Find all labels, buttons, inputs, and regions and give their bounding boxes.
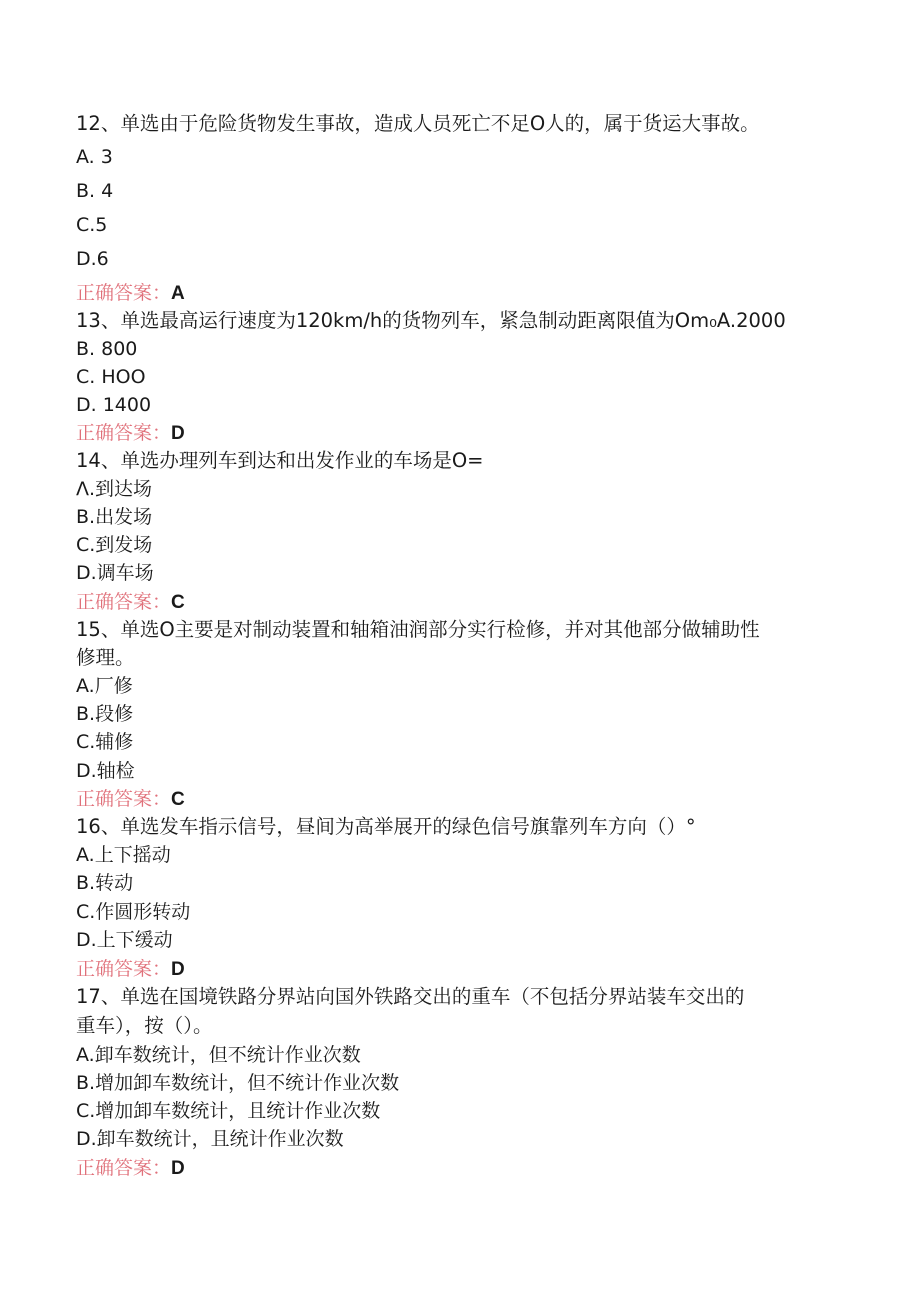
question-14-option-a: Λ.到达场 bbox=[76, 478, 153, 500]
answer-label: 正确答案： bbox=[76, 591, 172, 613]
question-14-option-b: B.出发场 bbox=[76, 506, 153, 528]
answer-label: 正确答案： bbox=[76, 282, 172, 304]
question-17-stem-line-2: 重车），按（）。 bbox=[76, 1014, 213, 1037]
question-12-option-b: B. 4 bbox=[76, 180, 114, 202]
answer-value: D bbox=[171, 1158, 185, 1179]
answer-label: 正确答案： bbox=[76, 1157, 172, 1179]
answer-value: A bbox=[171, 283, 185, 304]
question-14-option-c: C.到发场 bbox=[76, 534, 153, 556]
question-12-answer bbox=[76, 279, 185, 307]
question-14-answer bbox=[76, 588, 185, 616]
answer-label: 正确答案： bbox=[76, 788, 172, 810]
question-13-answer bbox=[76, 419, 185, 447]
question-12-option-d: D.6 bbox=[76, 248, 109, 270]
question-15-option-a: A.厂修 bbox=[76, 675, 133, 697]
question-17-option-a: A.卸车数统计，但不统计作业次数 bbox=[76, 1044, 361, 1066]
question-16-answer bbox=[76, 955, 185, 983]
question-12-stem: 12、单选由于危险货物发生事故，造成人员死亡不足O人的，属于货运大事故。 bbox=[76, 112, 760, 135]
question-14-option-d: D.调车场 bbox=[76, 562, 154, 584]
answer-label: 正确答案： bbox=[76, 422, 172, 444]
question-16-option-b: B.转动 bbox=[76, 872, 134, 894]
question-17-option-d: D.卸车数统计，且统计作业次数 bbox=[76, 1128, 344, 1150]
question-16-stem: 16、单选发车指示信号，昼间为高举展开的绿色信号旗靠列车方向（）° bbox=[76, 815, 696, 838]
answer-value: C bbox=[171, 789, 185, 810]
question-17-answer bbox=[76, 1154, 185, 1182]
question-17-option-c: C.增加卸车数统计，且统计作业次数 bbox=[76, 1100, 381, 1122]
question-15-stem-line-2: 修理。 bbox=[76, 646, 135, 669]
answer-label: 正确答案： bbox=[76, 958, 172, 980]
question-14-stem: 14、单选办理列车到达和出发作业的车场是O= bbox=[76, 449, 484, 472]
question-17-option-b: B.增加卸车数统计，但不统计作业次数 bbox=[76, 1072, 400, 1094]
answer-value: C bbox=[171, 592, 185, 613]
question-13-option-c: C. HOO bbox=[76, 366, 146, 388]
question-13-stem: 13、单选最高运行速度为120km/h的货物列车，紧急制动距离限值为Om₀A.2000 bbox=[76, 309, 786, 332]
question-15-option-d: D.轴检 bbox=[76, 760, 135, 782]
question-16-option-c: C.作圆形转动 bbox=[76, 901, 191, 923]
question-12-option-c: C.5 bbox=[76, 214, 108, 236]
answer-value: D bbox=[171, 959, 185, 980]
question-13-option-b: B. 800 bbox=[76, 338, 138, 360]
question-16-option-a: A.上下摇动 bbox=[76, 844, 171, 866]
answer-value: D bbox=[171, 423, 185, 444]
question-16-option-d: D.上下缓动 bbox=[76, 929, 173, 951]
question-17-stem-line-1: 17、单选在国境铁路分界站向国外铁路交出的重车（不包括分界站装车交出的 bbox=[76, 985, 745, 1008]
question-15-option-b: B.段修 bbox=[76, 703, 134, 725]
question-12-option-a: A. 3 bbox=[76, 146, 113, 168]
question-15-answer bbox=[76, 785, 185, 813]
question-15-option-c: C.辅修 bbox=[76, 731, 134, 753]
question-15-stem-line-1: 15、单选O主要是对制动装置和轴箱油润部分实行检修，并对其他部分做辅助性 bbox=[76, 618, 760, 641]
question-13-option-d: D. 1400 bbox=[76, 394, 152, 416]
